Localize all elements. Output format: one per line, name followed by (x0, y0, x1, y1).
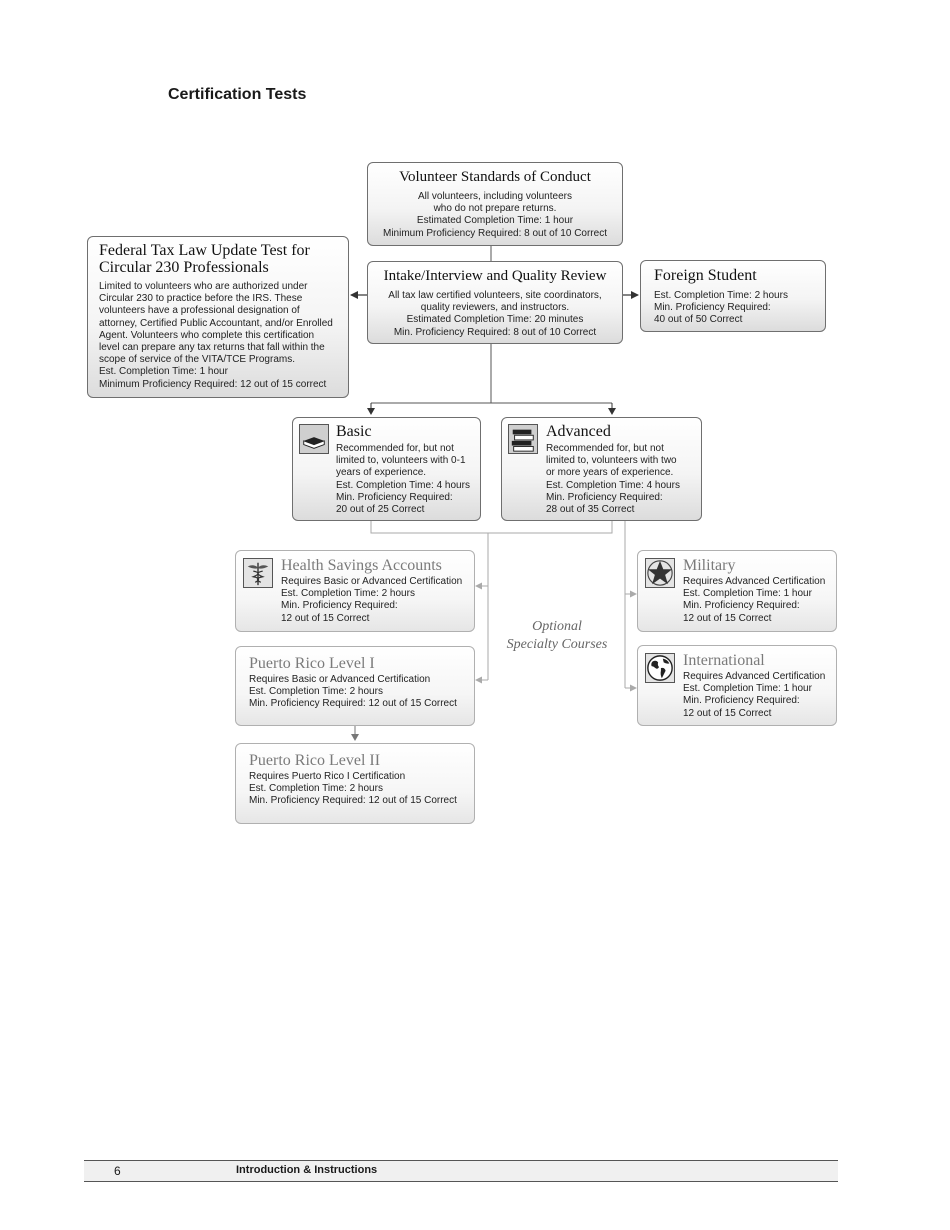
federal-line: level can prepare any tax returns that fall within the (99, 342, 325, 354)
foreign-title: Foreign Student (654, 267, 757, 284)
federal-line: Circular 230 to practice before the IRS. These (99, 293, 303, 305)
pr2-line: Min. Proficiency Required: 12 out of 15 Correct (249, 795, 457, 807)
intake-title: Intake/Interview and Quality Review (383, 268, 607, 284)
foreign-box (640, 260, 826, 332)
federal-box (87, 236, 349, 398)
pr2-title: Puerto Rico Level II (249, 752, 381, 769)
standards-line: All volunteers, including volunteers (418, 191, 572, 202)
basic-line: limited to, volunteers with 0-1 (336, 455, 466, 467)
federal-line: Agent. Volunteers who complete this certification (99, 329, 315, 341)
standards-box (367, 162, 623, 246)
international-line: Min. Proficiency Required: (683, 695, 800, 707)
pr2-line: Est. Completion Time: 2 hours (249, 783, 383, 795)
basic-title: Basic (336, 423, 372, 440)
standards-line: Minimum Proficiency Required: 8 out of 10 Correct (383, 227, 607, 239)
footer-section-title: Introduction & Instructions (236, 1164, 378, 1176)
books-stack-icon (508, 424, 538, 454)
federal-line: attorney, Certified Public Accountant, and/or Enrolled (99, 317, 333, 329)
military-line: Requires Advanced Certification (683, 576, 826, 587)
standards-line: Estimated Completion Time: 1 hour (416, 215, 574, 227)
military-line: Est. Completion Time: 1 hour (683, 588, 812, 600)
federal-line: Est. Completion Time: 1 hour (99, 366, 228, 378)
book-icon (299, 424, 329, 454)
federal-line: scope of service of the VITA/TCE Programs. (99, 354, 295, 366)
international-line: Requires Advanced Certification (683, 671, 826, 682)
advanced-line: Recommended for, but not (546, 443, 664, 454)
foreign-line: Min. Proficiency Required: (654, 302, 771, 314)
international-line: 12 out of 15 Correct (683, 707, 772, 719)
basic-line: Min. Proficiency Required: (336, 491, 453, 503)
pr2-line: Requires Puerto Rico I Certification (249, 771, 406, 782)
standards-title: Volunteer Standards of Conduct (399, 169, 591, 185)
intake-line: Min. Proficiency Required: 8 out of 10 Correct (393, 326, 597, 338)
basic-line: years of experience. (336, 467, 427, 479)
intake-line: quality reviewers, and instructors. (420, 302, 570, 314)
hsa-box (235, 550, 475, 632)
hsa-line: Est. Completion Time: 2 hours (281, 588, 415, 600)
star-icon (645, 558, 675, 588)
federal-line: volunteers have a professional designation of (99, 305, 300, 317)
federal-line: Limited to volunteers who are authorized under (99, 281, 308, 292)
page-title: Certification Tests (168, 86, 307, 103)
military-box (637, 550, 837, 632)
advanced-line: or more years of experience. (546, 467, 674, 479)
pr1-title: Puerto Rico Level I (249, 655, 375, 672)
pr1-box (235, 646, 475, 726)
military-line: 12 out of 15 Correct (683, 612, 772, 624)
optional-label-line: Specialty Courses (506, 637, 608, 652)
hsa-title: Health Savings Accounts (281, 557, 442, 574)
optional-specialty-label (497, 618, 617, 654)
hsa-line: 12 out of 15 Correct (281, 612, 370, 624)
line-basic-advanced-join (371, 521, 612, 533)
advanced-line: 28 out of 35 Correct (546, 504, 635, 516)
international-box (637, 645, 837, 726)
standards-line: who do not prepare returns. (433, 203, 557, 215)
military-title: Military (683, 557, 736, 574)
advanced-box (501, 417, 702, 521)
international-line: Est. Completion Time: 1 hour (683, 683, 812, 695)
military-line: Min. Proficiency Required: (683, 600, 800, 612)
federal-line: Minimum Proficiency Required: 12 out of 15 correct (99, 378, 327, 390)
basic-line: 20 out of 25 Correct (336, 504, 425, 516)
hsa-line: Min. Proficiency Required: (281, 600, 398, 612)
international-title: International (683, 652, 765, 669)
federal-title-line: Circular 230 Professionals (99, 259, 269, 276)
basic-line: Recommended for, but not (336, 443, 454, 454)
foreign-line: Est. Completion Time: 2 hours (654, 290, 788, 301)
basic-line: Est. Completion Time: 4 hours (336, 479, 470, 491)
advanced-line: limited to, volunteers with two (546, 455, 677, 467)
pr2-box (235, 743, 475, 824)
advanced-line: Min. Proficiency Required: (546, 491, 663, 503)
optional-label-line: Optional (532, 619, 582, 634)
basic-box (292, 417, 481, 521)
pr1-line: Requires Basic or Advanced Certification (249, 674, 431, 685)
foreign-line: 40 out of 50 Correct (654, 314, 743, 326)
globe-icon (645, 653, 675, 683)
page-number: 6 (114, 1164, 121, 1178)
intake-box (367, 261, 623, 344)
intake-line: All tax law certified volunteers, site coordinators, (388, 290, 602, 301)
page-footer (84, 1160, 838, 1182)
intake-line: Estimated Completion Time: 20 minutes (406, 314, 584, 326)
hsa-line: Requires Basic or Advanced Certification (281, 576, 463, 587)
pr1-line: Est. Completion Time: 2 hours (249, 686, 383, 698)
advanced-title: Advanced (546, 423, 611, 440)
federal-title-line: Federal Tax Law Update Test for (99, 242, 310, 259)
advanced-line: Est. Completion Time: 4 hours (546, 479, 680, 491)
caduceus-icon (243, 558, 273, 588)
pr1-line: Min. Proficiency Required: 12 out of 15 Correct (249, 698, 457, 710)
